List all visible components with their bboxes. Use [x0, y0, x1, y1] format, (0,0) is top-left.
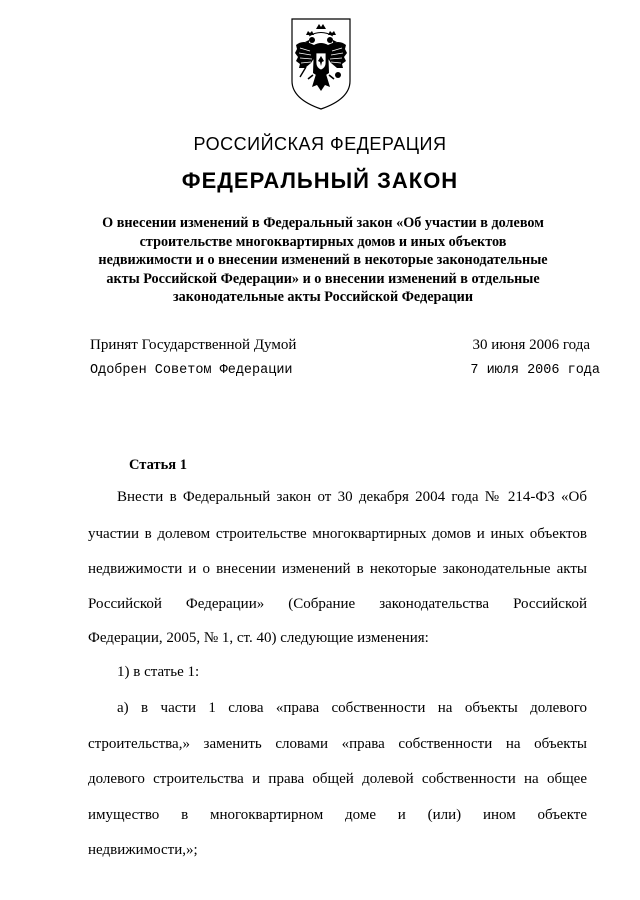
body-line: имущество в многоквартирном доме и (или) ином объекте: [88, 807, 587, 823]
country-name: РОССИЙСКАЯ ФЕДЕРАЦИЯ: [193, 134, 447, 154]
body-line: Федерации, 2005, № 1, ст. 40) следующие изменения:: [88, 630, 429, 646]
article-heading: Статья 1: [129, 457, 187, 473]
body-line: долевого строительства и права общей долевой собственности на общее: [88, 771, 587, 787]
council-approval-label: Одобрен Советом Федерации: [90, 363, 293, 378]
body-line: участии в долевом строительстве многоквартирных домов и иных объектов: [88, 526, 587, 542]
duma-adoption-date: 30 июня 2006 года: [472, 337, 590, 353]
council-approval-date: 7 июля 2006 года: [470, 363, 600, 378]
russian-coat-of-arms-icon: [289, 17, 353, 111]
body-line: строительства,» заменить словами «права собственности на объекты: [88, 736, 587, 752]
title-line: О внесении изменений в Федеральный закон «Об участии в долевом: [102, 215, 544, 231]
title-line: недвижимости и о внесении изменений в некоторые законодательные: [98, 252, 548, 268]
body-line: Российской Федерации» (Собрание законодательства Российской: [88, 596, 587, 612]
body-line: недвижимости,»;: [88, 842, 198, 858]
title-line: законодательные акты Российской Федерации: [172, 289, 474, 305]
title-line: акты Российской Федерации» и о внесении изменений в отдельные: [106, 270, 540, 287]
duma-adoption-label: Принят Государственной Думой: [90, 337, 297, 353]
document-type: ФЕДЕРАЛЬНЫЙ ЗАКОН: [181, 168, 459, 193]
body-line: а) в части 1 слова «права собственности на объекты долевого: [117, 700, 587, 716]
body-line: недвижимости и о внесении изменений в некоторые законодательные акты: [88, 561, 587, 577]
law-title: [88, 214, 558, 307]
body-line: 1) в статье 1:: [117, 664, 200, 680]
title-line: строительстве многоквартирных домов и иных объектов: [139, 233, 507, 250]
body-line: Внести в Федеральный закон от 30 декабря 2004 года № 214-ФЗ «Об: [117, 489, 587, 505]
